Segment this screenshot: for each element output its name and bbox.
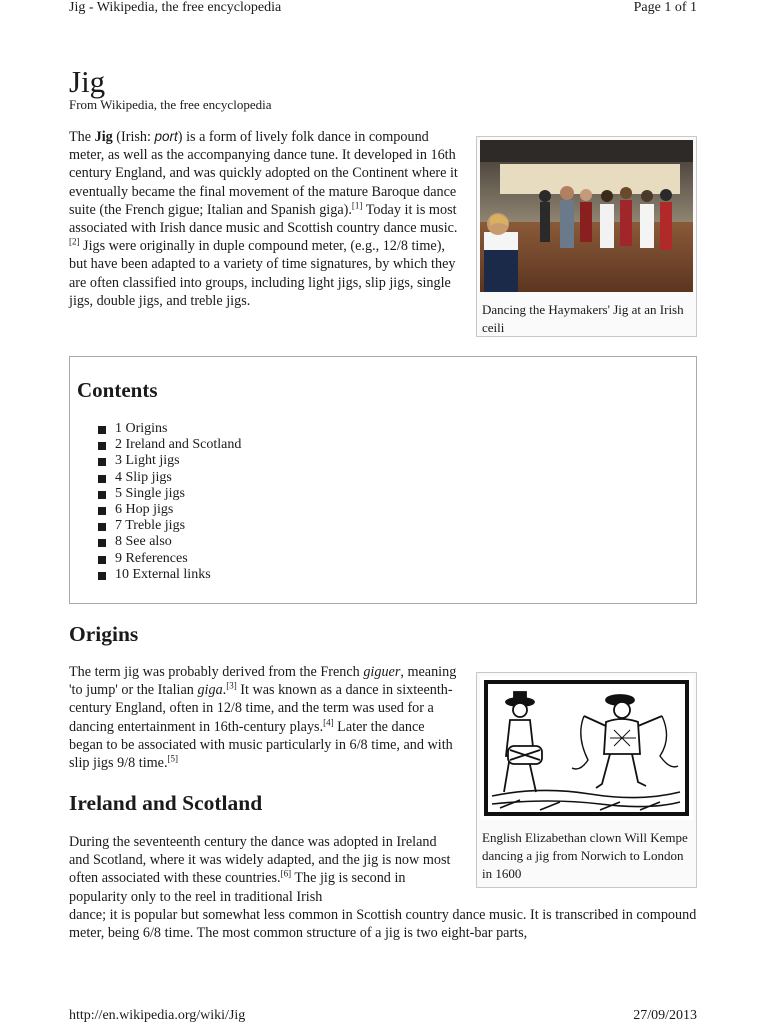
kempe-woodcut-image[interactable] — [480, 676, 693, 820]
toc-item-hop-jigs[interactable]: 6 Hop jigs — [98, 502, 241, 518]
print-footer-url: http://en.wikipedia.org/wiki/Jig — [69, 1008, 246, 1023]
toc-item-ireland-and-scotland[interactable]: 2 Ireland and Scotland — [98, 437, 241, 453]
haymakers-figure — [476, 136, 697, 337]
reference-link-6[interactable]: [6] — [280, 868, 292, 879]
ireland-text-wrapped: During the seventeenth century the dance was adopted in Ireland and Scotland, where it was widely adapted, and the jig is now most often associated with these countries.[6] The jig is second in popularity only to the reel in traditional Irish — [69, 834, 451, 905]
irish-term: port — [154, 129, 178, 144]
print-header-page: Page 1 of 1 — [633, 0, 697, 15]
ireland-paragraph — [69, 833, 709, 942]
toc-list — [98, 421, 241, 583]
toc-item-light-jigs[interactable]: 3 Light jigs — [98, 453, 241, 469]
term-giga: giga — [197, 682, 223, 699]
heading-origins: Origins — [69, 622, 139, 646]
page-subtitle: From Wikipedia, the free encyclopedia — [69, 97, 272, 112]
toc-title: Contents — [77, 378, 158, 402]
reference-link-4[interactable]: [4] — [323, 716, 334, 727]
reference-link-5[interactable]: [5] — [167, 753, 179, 764]
print-footer-date: 27/09/2013 — [633, 1008, 697, 1023]
haymakers-caption: Dancing the Haymakers' Jig at an Irish ceili — [482, 302, 684, 335]
toc-item-single-jigs[interactable]: 5 Single jigs — [98, 486, 241, 502]
print-header-title: Jig - Wikipedia, the free encyclopedia — [69, 0, 282, 15]
term-jig: Jig — [94, 129, 113, 145]
page-title: Jig — [69, 64, 106, 99]
reference-link-1[interactable]: [1] — [351, 200, 363, 211]
toc-item-see-also[interactable]: 8 See also — [98, 534, 241, 550]
term-giguer: giguer — [363, 664, 401, 680]
reference-link-2[interactable]: [2] — [69, 236, 80, 247]
intro-paragraph: The Jig (Irish: port) is a form of lively folk dance in compound meter, as well as the accompanying dance tune. It developed in 16th century England, and was quickly adopted on the Continent where it eventually became the final movement of the mature Baroque dance suite (the French gigue; Italian and Spanish giga).[1] Today it is most associated with Irish dance music and Scottish country dance music.[2] Jigs were originally in duple compound meter, (e.g., 12/8 time), but have been adapted to a variety of time signatures, by which they are often classified into groups, including light jigs, slip jigs, single jigs, double jigs, and treble jigs. — [69, 129, 458, 309]
haymakers-jig-photo[interactable] — [480, 140, 693, 292]
ireland-text-full: dance; it is popular but somewhat less common in Scottish country dance music. It is transcribed in compound meter, being 6/8 time. The most common structure of a jig is two eight-bar parts, — [69, 906, 697, 942]
origins-paragraph: The term jig was probably derived from the French giguer, meaning 'to jump' or the Italian giga.[3] It was known as a dance in sixteenth-century England, often in 12/8 time, and the term was used for a dancing entertainment in 16th-century plays.[4] Later the dance began to be associated with music particularly in 6/8 time, and with slip jigs 9/8 time.[5] — [69, 664, 457, 772]
toc-item-references[interactable]: 9 References — [98, 551, 241, 567]
toc-item-treble-jigs[interactable]: 7 Treble jigs — [98, 518, 241, 534]
toc-item-external-links[interactable]: 10 External links — [98, 567, 241, 583]
toc-item-slip-jigs[interactable]: 4 Slip jigs — [98, 470, 241, 486]
kempe-caption: English Elizabethan clown Will Kempe dancing a jig from Norwich to London in 1600 — [482, 830, 688, 881]
toc-item-origins[interactable]: 1 Origins — [98, 421, 241, 437]
heading-ireland-and-scotland: Ireland and Scotland — [69, 791, 263, 815]
table-of-contents — [69, 356, 697, 604]
reference-link-3[interactable]: [3] — [226, 680, 237, 691]
